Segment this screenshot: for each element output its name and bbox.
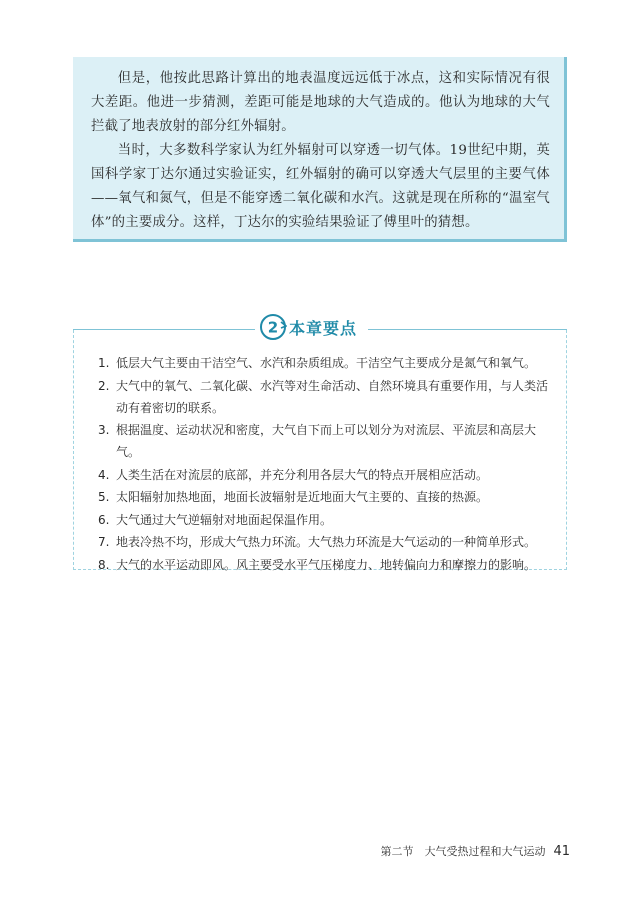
- key-point-item: [98, 486, 558, 509]
- section-title: 本章要点: [289, 319, 358, 338]
- key-points-list: [98, 352, 558, 576]
- key-point-item: [98, 419, 558, 464]
- footer-section-label: 第二节 大气受热过程和大气运动: [380, 845, 546, 858]
- key-point-number: 4.: [98, 467, 110, 482]
- key-point-text: 人类生活在对流层的底部，并充分利用各层大气的特点开展相应活动。: [116, 467, 489, 482]
- key-point-number: 2.: [98, 378, 110, 393]
- reading-box: [73, 57, 567, 242]
- key-point-text: 大气通过大气逆辐射对地面起保温作用。: [116, 512, 333, 527]
- key-point-number: 3.: [98, 422, 110, 437]
- reading-paragraph: 但是，他按此思路计算出的地表温度远远低于冰点，这和实际情况有很大差距。他进一步猜测，差距可能是地球的大气造成的。他认为地球的大气拦截了地表放射的部分红外辐射。: [91, 71, 550, 134]
- key-point-item: [98, 352, 558, 375]
- key-point-number: 1.: [98, 356, 110, 370]
- page-number: 41: [553, 844, 570, 859]
- key-point-number: 6.: [98, 512, 110, 527]
- key-point-text: 地表冷热不均，形成大气热力环流。大气热力环流是大气运动的一种简单形式。: [116, 535, 537, 549]
- key-point-text: 根据温度、运动状况和密度，大气自下而上可以划分为对流层、平流层和高层大气。: [116, 422, 537, 459]
- key-point-item: [98, 554, 558, 577]
- key-point-text: 太阳辐射加热地面，地面长波辐射是近地面大气主要的、直接的热源。: [116, 490, 489, 504]
- key-point-item: [98, 375, 558, 419]
- key-point-number: 5.: [98, 490, 110, 504]
- key-point-text: 大气中的氧气、二氧化碳、水汽等对生命活动、自然环境具有重要作用，与人类活动有着密切的联系。: [116, 378, 549, 415]
- key-point-text: 低层大气主要由干洁空气、水汽和杂质组成。干洁空气主要成分是氮气和氧气。: [116, 356, 537, 370]
- key-point-item: [98, 531, 558, 554]
- section-number: 2: [267, 318, 279, 337]
- key-point-item: [98, 509, 558, 532]
- page-footer: [380, 843, 570, 859]
- key-point-number: 7.: [98, 535, 110, 549]
- reading-paragraph: 当时，大多数科学家认为红外辐射可以穿透一切气体。19世纪中期，英国科学家丁达尔通过实验证实，红外辐射的确可以穿透大气层里的主要气体——氧气和氮气，但是不能穿透二氧化碳和水汽。这就是现在所称的“温室气体”的主要成分。这样，丁达尔的实验结果验证了傅里叶的猜想。: [91, 143, 550, 230]
- key-point-text: 大气的水平运动即风。风主要受水平气压梯度力、地转偏向力和摩擦力的影响。: [116, 557, 537, 572]
- key-point-item: [98, 464, 558, 487]
- key-point-number: 8.: [98, 557, 110, 572]
